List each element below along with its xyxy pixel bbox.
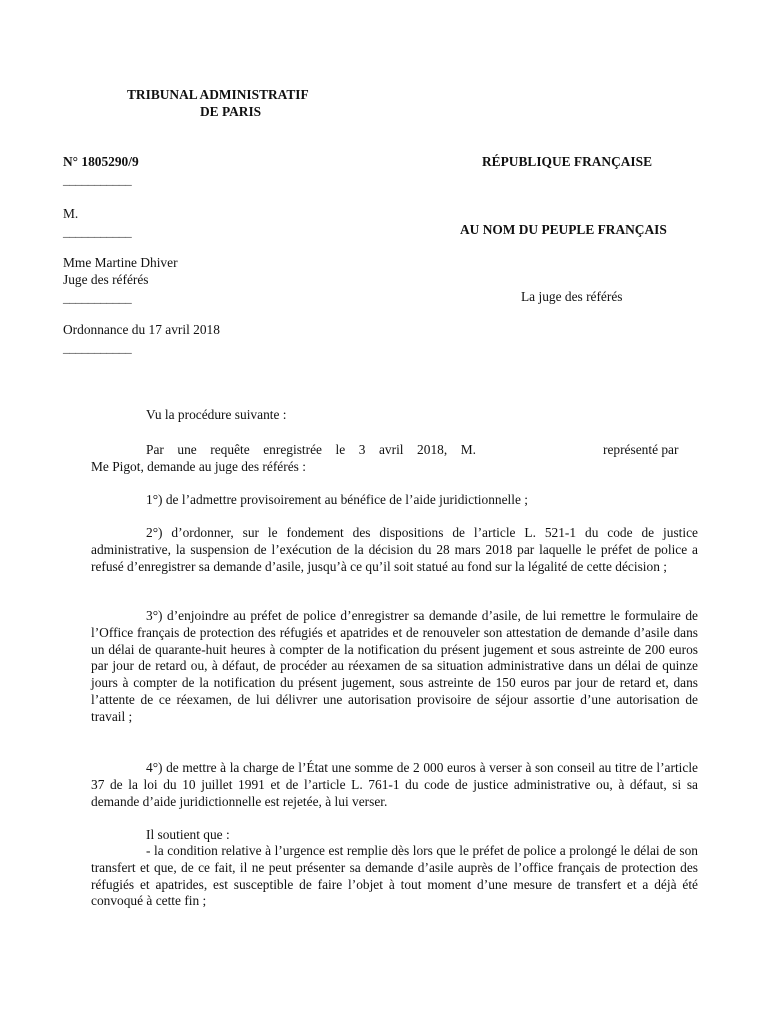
conclusion-paragraph-3: 3°) d’enjoindre au préfet de police d’enregistrer sa demande d’asile, de lui remettre le formulaire de l’Office français de protection des réfugiés et apatrides et de renouveler son attestation de demande d’asile dans un délai de quarante-huit heures à compter de la notification du présent jugement et sous astreinte de 200 euros par jour de retard ou, à défaut, de procéder au réexamen de sa situation administrative dans un délai de quinze jours à compter de la notification du présent jugement, sous astreinte de 150 euros par jour de retard et, dans l’attente de ce réexamen, de lui délivrer une autorisation provisoire de séjour assortie d’une autorisation de travail ; (91, 608, 698, 724)
requete-line-continuation: Me Pigot, demande au juge des référés : (91, 459, 306, 474)
argument-paragraph-1: - la condition relative à l’urgence est remplie dès lors que le préfet de police a prolongé le délai de son transfert et que, de ce fait, il ne peut présenter sa demande d’asile auprès de l’office français de protection des réfugiés et apatrides, est susceptible de faire l’objet à tout moment d’une mesure de transfert et a déjà été convoqué à cette fin ; (91, 843, 698, 909)
judge-name: Mme Martine Dhiver (63, 255, 178, 270)
conclusion-paragraph-4: 4°) de mettre à la charge de l’État une somme de 2 000 euros à verser à son conseil au titre de l’article 37 de la loi du 10 juillet 1991 et de l’article L. 761-1 du code de justice administrative ou, à défaut, si sa demande d’aide juridictionnelle est rejetée, à lui verser. (91, 760, 698, 809)
judge-title: Juge des référés (63, 272, 149, 287)
tribunal-name-line1: TRIBUNAL ADMINISTRATIF (127, 87, 309, 102)
party-name: M. (63, 206, 79, 221)
republic-heading: RÉPUBLIQUE FRANÇAISE (482, 154, 653, 169)
judge-right-title: La juge des référés (521, 289, 623, 304)
case-number: N° 1805290/9 (63, 154, 139, 169)
soutient-intro: Il soutient que : (146, 827, 230, 842)
separator-line: ___________ (63, 290, 132, 305)
requete-line-left: Par une requête enregistrée le 3 avril 2018, M. (146, 442, 476, 457)
conclusion-paragraph-2: 2°) d’ordonner, sur le fondement des dispositions de l’article L. 521-1 du code de justice administrative, la suspension de l’exécution de la décision du 28 mars 2018 par laquelle le préfet de police a refusé d’enregistrer sa demande d’asile, jusqu’à ce qu’il soit statué au fond sur la légalité de cette décision ; (91, 525, 698, 574)
tribunal-name-line2: DE PARIS (200, 104, 262, 119)
procedure-intro: Vu la procédure suivante : (146, 407, 287, 422)
separator-line: ___________ (63, 172, 132, 187)
in-name-heading: AU NOM DU PEUPLE FRANÇAIS (460, 222, 667, 237)
requete-line-right: représenté par (603, 442, 679, 457)
separator-line: ___________ (63, 224, 132, 239)
ordonnance-date: Ordonnance du 17 avril 2018 (63, 322, 220, 337)
conclusion-paragraph-1: 1°) de l’admettre provisoirement au bénéfice de l’aide juridictionnelle ; (146, 492, 528, 507)
separator-line: ___________ (63, 340, 132, 355)
